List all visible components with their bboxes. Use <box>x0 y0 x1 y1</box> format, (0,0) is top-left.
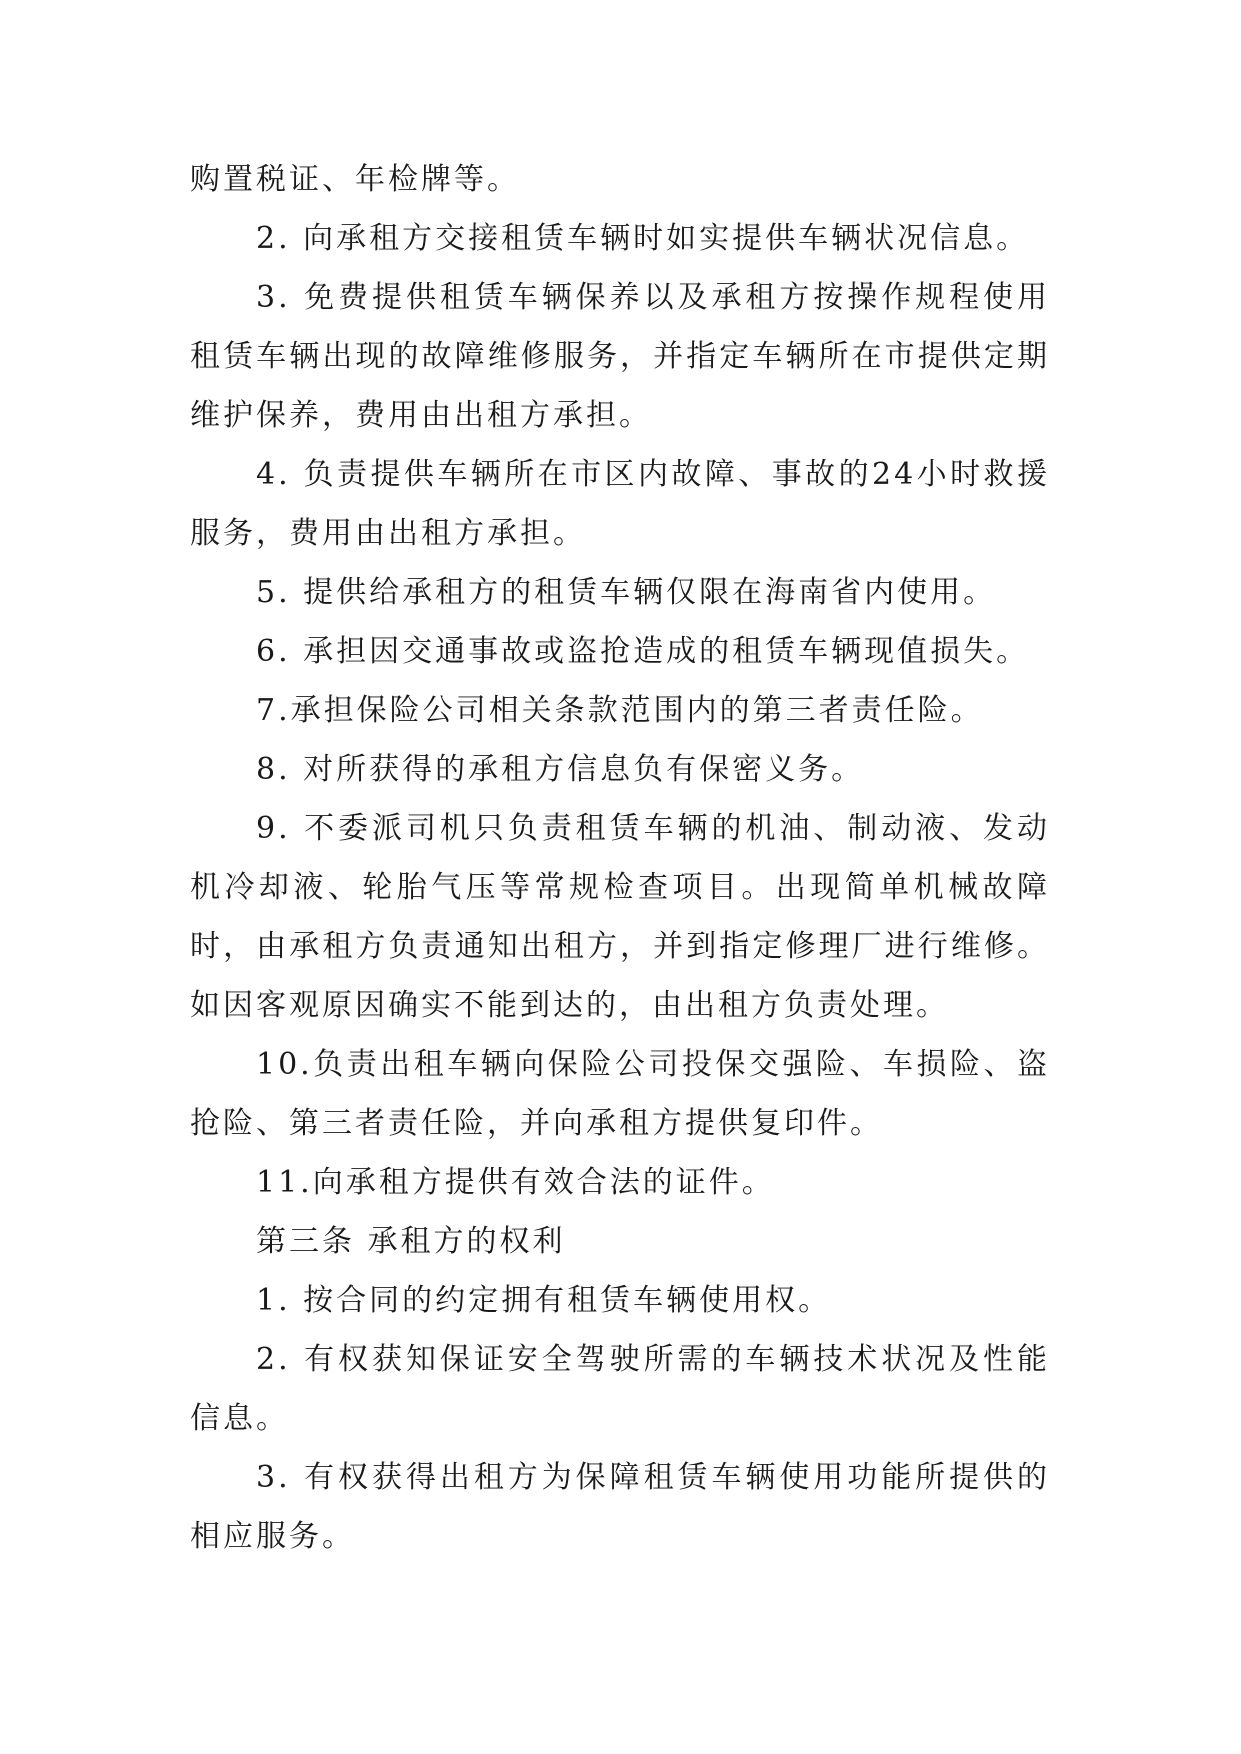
paragraph-item-10: 10.负责出租车辆向保险公司投保交强险、车损险、盗抢险、第三者责任险，并向承租方提供复印件。 <box>190 1047 1050 1141</box>
paragraph-right-3: 3. 有权获得出租方为保障租赁车辆使用功能所提供的相应服务。 <box>190 1460 1050 1554</box>
paragraph-item-7: 7.承担保险公司相关条款范围内的第三者责任险。 <box>256 693 984 728</box>
paragraph-right-2: 2. 有权获知保证安全驾驶所需的车辆技术状况及性能信息。 <box>190 1342 1050 1436</box>
paragraph-item-6: 6. 承担因交通事故或盗抢造成的租赁车辆现值损失。 <box>256 634 1030 669</box>
paragraph-item-2: 2. 向承租方交接租赁车辆时如实提供车辆状况信息。 <box>256 221 1030 256</box>
paragraph-item-8: 8. 对所获得的承租方信息负有保密义务。 <box>256 752 865 787</box>
paragraph-item-11: 11.向承租方提供有效合法的证件。 <box>256 1165 775 1200</box>
document-page <box>190 150 1050 1566</box>
paragraph-item-4: 4. 负责提供车辆所在市区内故障、事故的24小时救援服务，费用由出租方承担。 <box>190 457 1050 551</box>
paragraph-item-9: 9. 不委派司机只负责租赁车辆的机油、制动液、发动机冷却液、轮胎气压等常规检查项目。出现简单机械故障时，由承租方负责通知出租方，并到指定修理厂进行维修。如因客观原因确实不能到达的，由出租方负责处理。 <box>190 811 1050 1023</box>
section-heading-article-3: 第三条 承租方的权利 <box>256 1224 566 1259</box>
paragraph-item-5: 5. 提供给承租方的租赁车辆仅限在海南省内使用。 <box>256 575 997 610</box>
paragraph-continuation: 购置税证、年检牌等。 <box>190 162 520 197</box>
paragraph-item-3: 3. 免费提供租赁车辆保养以及承租方按操作规程使用租赁车辆出现的故障维修服务，并指定车辆所在市提供定期维护保养，费用由出租方承担。 <box>190 280 1050 433</box>
paragraph-right-1: 1. 按合同的约定拥有租赁车辆使用权。 <box>256 1283 832 1318</box>
